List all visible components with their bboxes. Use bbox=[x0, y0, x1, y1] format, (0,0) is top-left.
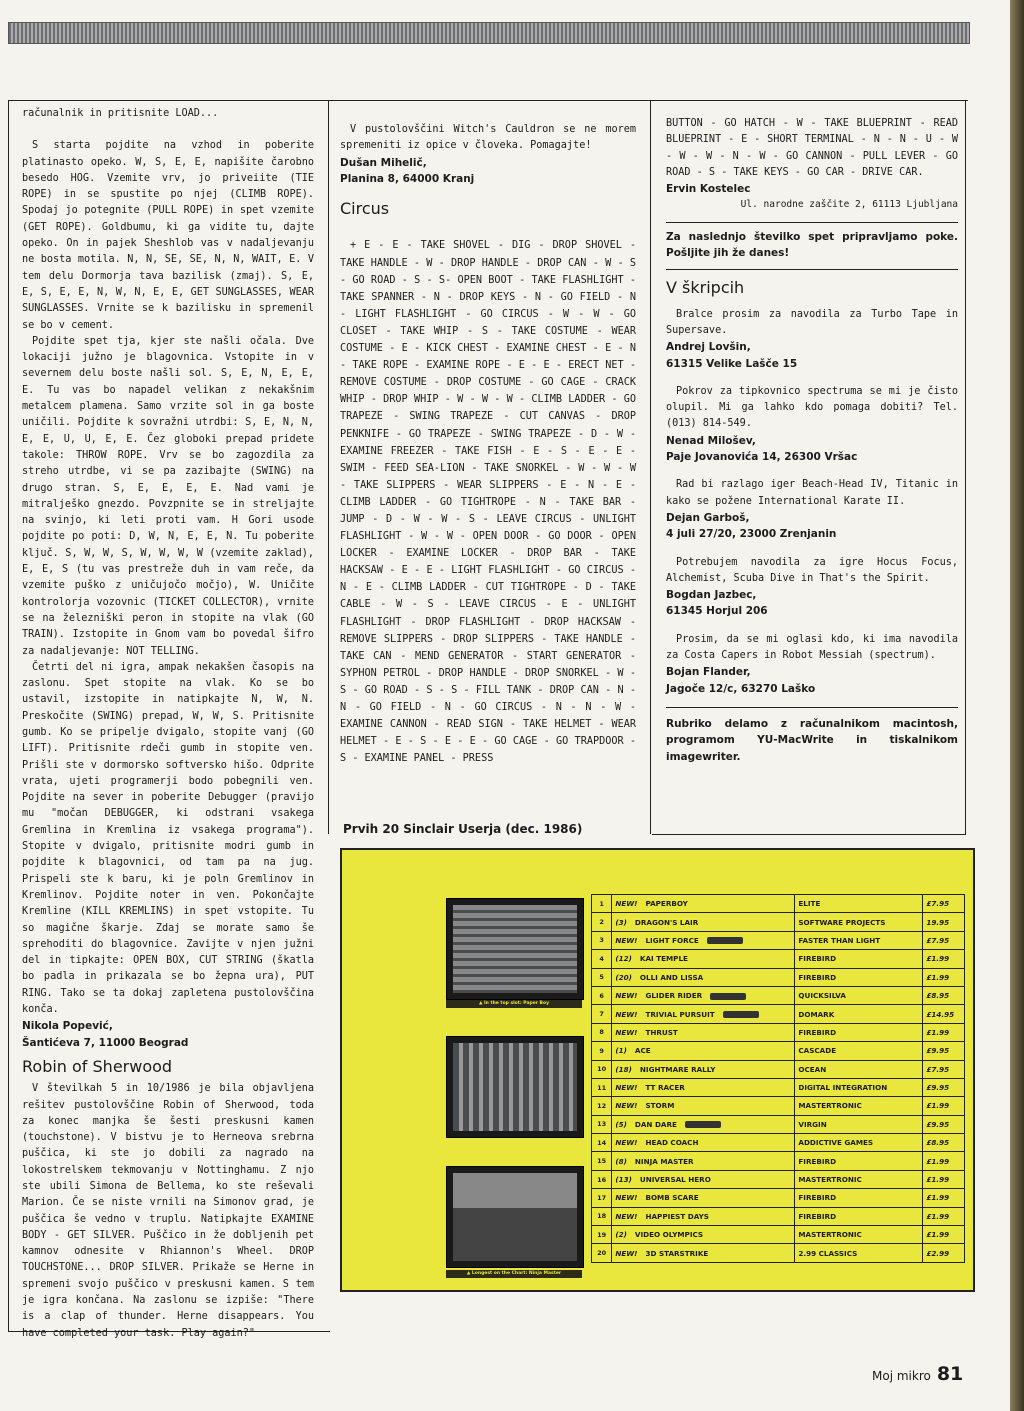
chart-publisher-text: FASTER THAN LIGHT bbox=[798, 935, 881, 945]
chart-publisher-text: FIREBIRD bbox=[798, 1211, 837, 1221]
signature-name: Bojan Flander, bbox=[666, 666, 751, 679]
chart-publisher bbox=[795, 1189, 923, 1207]
chart-price bbox=[923, 913, 965, 931]
col1-paragraph: V številkah 5 in 10/1986 je bila objavljena rešitev pustolovščine Robin of Sherwood, toda za konec manjka še šesti preskusni kamen (touchstone). V bistvu je to Herneova srebrna puščica, ki ste jo dobili za nagrado na lokostrelskem tekmovanju v Nottinghamu. Z njo ste ubili Simona de Bellema, ko ste reševali Marion. Če se niste vrnili na Simonov grad, je puščica še vedno v truplu. Natipkajte EXAMINE BODY - GET SILVER. Puščico in že dobljenih pet kamnov odnesite v Rhiannon's Wheel. DROP TOUCHSTONE... DROP SILVER. Prikaže se Herne in spremeni svojo puščico v preskusni kamen. S tem je igra končana. Na zaslonu se izpiše: "There is a clap of thunder. Herne disappears. You have completed your task. Play again?" bbox=[22, 1083, 314, 1339]
chart-publisher bbox=[795, 1207, 923, 1225]
chart-rank bbox=[592, 986, 612, 1004]
sinclair-classic-badge-icon bbox=[685, 1121, 721, 1128]
chart-rank bbox=[592, 1226, 612, 1244]
chart-publisher-text: DIGITAL INTEGRATION bbox=[798, 1083, 888, 1093]
screenshot-game bbox=[446, 1036, 584, 1138]
chart-row bbox=[592, 913, 965, 931]
chart-title-text: STORM bbox=[645, 1101, 675, 1111]
signature-name: Ervin Kostelec bbox=[666, 183, 751, 196]
page-footer bbox=[872, 1363, 963, 1385]
chart-price bbox=[923, 1207, 965, 1225]
chart-rank-text: 18 bbox=[597, 1212, 607, 1221]
chart-title-text: VIDEO OLYMPICS bbox=[634, 1230, 704, 1240]
chart-row bbox=[592, 1170, 965, 1188]
chart-price bbox=[923, 968, 965, 986]
chart-prev-position: NEW! bbox=[615, 899, 638, 909]
chart-title-text: OLLI AND LISSA bbox=[639, 972, 704, 982]
notice-pokes: Za naslednjo številko spet pripravljamo poke. Pošljite jih že danes! bbox=[666, 230, 958, 260]
sinclair-classic-badge-icon bbox=[723, 1011, 759, 1018]
signature-name: Dušan Mihelič, bbox=[340, 156, 427, 169]
chart-publisher-text: MASTERTRONIC bbox=[798, 1101, 862, 1111]
col1-paragraph: S starta pojdite na vzhod in poberite platinasto opeko. W, S, E, E, napišite čarobno besedo HOG. Vzemite vrv, jo priveiite (TIE ROPE) in se spustite po njej (CLIMB ROPE). Spodaj jo potegnite (PULL ROPE) in spet vzemite (GET ROPE). Goldbumu, ki ga vidite tu, dajte opeko. On in pajek Sheshlob vas v nadaljevanju ne bosta motila. N, N, SE, SE, N, N, WAIT, E. V tem delu Dormorja tava bazilisk (zmaj). S, E, E, S, E, E, N, W, N, E, E, GET SUNGLASSES, WEAR SUNGLASSES. Vrnite se k bazilisku in spremenil se bo v cement. bbox=[22, 140, 314, 331]
chart-price bbox=[923, 931, 965, 949]
divider bbox=[666, 269, 958, 270]
chart-title bbox=[612, 1207, 795, 1225]
question: Potrebujem navodila za igre Hocus Focus, Alchemist, Scuba Dive in That's the Spirit. bbox=[666, 556, 958, 584]
col1-paragraph: Četrti del ni igra, ampak nekakšen časopis na zaslonu. Spet stopite na vlak. Ko se bo ustavil, izstopite in natipkajte N, W, N. Preskočite (SWING) prepad, W, W, S. Pritisnite gumb. Ko se pripelje dvigalo, stopite vanj (GO LIFT). Pritisnite rdeči gumb in stopite ven. Prišli ste v dormorsko softversko hišo. Odprite vrata, ujeti programerji bodo pobegnili ven. Pojdite na sever in poberite Debugger (pravijo mu "močan DEBUGGER, ki odstrani vsakega Gremlina in Kremlina iz vsakega programa"). Stopite v dvigalo, pritisnite modri gumb in pojdite k blagovnici, od tam pa na jug. Prispeli ste k baru, ki je poln Gremlinov in Kremlinov. Pojdite noter in ven. Pokončajte Kremline (KILL KREMLINS) in spet vstopite. Tu so magične škarje. Zdaj se morate samo še sprehoditi do blagovnice. Zavijte v njen južni del in tipkajte: OPEN BOX, CUT STRING (škatla bo padla in prikazala se bo žepna ura), PUT RING. Tako se ta dokaj zapletena pustolovščina konča. bbox=[22, 661, 314, 1016]
chart-price bbox=[923, 950, 965, 968]
chart-rank bbox=[592, 1189, 612, 1207]
chart-title-text: TT RACER bbox=[645, 1083, 685, 1093]
chart-rank bbox=[592, 1097, 612, 1115]
chart-title-text: THRUST bbox=[645, 1027, 678, 1037]
signature-name: Andrej Lovšin, bbox=[666, 341, 751, 354]
chart-publisher-text: CASCADE bbox=[798, 1046, 837, 1056]
chart-price-text: £1.99 bbox=[926, 1027, 950, 1037]
chart-publisher-text: ELITE bbox=[798, 899, 821, 909]
chart-rank bbox=[592, 1152, 612, 1170]
chart-publisher-text: 2.99 CLASSICS bbox=[798, 1248, 858, 1258]
chart-prev-position: NEW! bbox=[615, 1248, 638, 1258]
header-stripe bbox=[8, 22, 970, 44]
chart-price bbox=[923, 1226, 965, 1244]
chart-price bbox=[923, 1189, 965, 1207]
chart-publisher bbox=[795, 1042, 923, 1060]
chart-title-text: DRAGON'S LAIR bbox=[634, 917, 699, 927]
divider bbox=[666, 707, 958, 708]
chart-publisher-text: FIREBIRD bbox=[798, 1193, 837, 1203]
chart-rank-text: 6 bbox=[599, 991, 604, 1000]
chart-title-text: NIGHTMARE RALLY bbox=[639, 1064, 716, 1074]
chart-row bbox=[592, 1005, 965, 1023]
sinclair-classic-badge-icon bbox=[707, 937, 743, 944]
chart-price bbox=[923, 1005, 965, 1023]
chart-publisher bbox=[795, 1152, 923, 1170]
screenshot-caption: ▲ Longest on the Chart: Ninja Master bbox=[446, 1270, 582, 1278]
col2-paragraph: V pustolovščini Witch's Cauldron se ne morem spremeniti iz opice v človeka. Pomagajte! bbox=[340, 124, 636, 152]
col3-paragraph: BUTTON - GO HATCH - W - TAKE BLUEPRINT - READ BLUEPRINT - E - SHORT TERMINAL - N - N - U - W - W - W - N - W - GO CANNON - PULL LEVER - GO ROAD - S - TAKE KEYS - GO CAR - DRIVE CAR. bbox=[666, 118, 958, 178]
chart-title bbox=[612, 1170, 795, 1188]
chart-rank bbox=[592, 950, 612, 968]
page-number: 81 bbox=[936, 1363, 964, 1385]
chart-publisher bbox=[795, 1078, 923, 1096]
chart-row bbox=[592, 950, 965, 968]
chart-price bbox=[923, 1244, 965, 1262]
chart-title-text: PAPERBOY bbox=[645, 899, 688, 909]
chart-rank bbox=[592, 931, 612, 949]
chart-price-text: 19.95 bbox=[926, 917, 950, 927]
chart-price-text: £1.99 bbox=[926, 1101, 950, 1111]
screenshot-ninja-master bbox=[446, 1166, 584, 1268]
chart-publisher bbox=[795, 968, 923, 986]
chart-title-text: ACE bbox=[634, 1046, 651, 1056]
notice-credits: Rubriko delamo z računalnikom macintosh, programom YU-MacWrite in tiskalnikom imagewriter. bbox=[666, 717, 958, 763]
chart-prev-position: NEW! bbox=[615, 935, 638, 945]
chart-title bbox=[612, 931, 795, 949]
chart-publisher bbox=[795, 1244, 923, 1262]
circus-solution: + E - E - TAKE SHOVEL - DIG - DROP SHOVEL - TAKE HANDLE - W - DROP HANDLE - DROP CAN - W - S - GO ROAD - S - S- OPEN BOOT - TAKE FLASHLIGHT - TAKE SPANNER - N - DROP KEYS - N - GO FIELD - N - LIGHT FLASHLIGHT - GO CIRCUS - W - W - GO CLOSET - TAKE WHIP - S - TAKE COSTUME - WEAR COSTUME - E - KICK CHEST - EXAMINE CHEST - E - N - TAKE ROPE - EXAMINE ROPE - E - E - ERECT NET - REMOVE COSTUME - DROP COSTUME - GO CAGE - CRACK WHIP - DROP WHIP - W - W - W - CLIMB LADDER - GO TRAPEZE - SWING TRAPEZE - CUT CANVAS - DROP PENKNIFE - GO TRAPEZE - SWING TRAPEZE - D - W - EXAMINE FREEZER - TAKE FISH - E - S - E - E - SWIM - FEED SEA-LION - TAKE SNORKEL - W - W - W - TAKE SLIPPERS - WEAR SLIPPERS - E - N - E - CLIMB LADDER - GO TIGHTROPE - N - TAKE BAR - JUMP - D - W - W - S - LEAVE CIRCUS - UNLIGHT FLASHLIGHT - W - W - OPEN DOOR - GO DOOR - OPEN LOCKER - EXAMINE LOCKER - DROP BAR - TAKE HACKSAW - E - E - LIGHT FLASHLIGHT - GO CIRCUS - N - E - CLIMB LADDER - CUT TIGHTROPE - D - TAKE CABLE - W - S - LEAVE CIRCUS - E - UNLIGHT FLASHLIGHT - DROP FLASHLIGHT - DROP HACKSAW - REMOVE SLIPPERS - DROP SLIPPERS - TAKE HANDLE - TAKE CAN - MEND GENERATOR - START GENERATOR - SYPHON PETROL - DROP HANDLE - DROP SNORKEL - W - S - GO ROAD - S - S - FILL TANK - DROP CAN - N - N - GO FIELD - N - GO CIRCUS - N - N - W - EXAMINE CANNON - READ SIGN - TAKE HELMET - WEAR HELMET - E - S - E - E - GO CAGE - GO TRAPDOOR - S - EXAMINE PANEL - PRESS bbox=[340, 240, 636, 765]
signature-name: Nenad Milošev, bbox=[666, 434, 756, 447]
column-1 bbox=[22, 106, 314, 1342]
chart-price-text: £9.95 bbox=[926, 1119, 950, 1129]
chart-rank bbox=[592, 895, 612, 913]
signature-address: Paje Jovanovića 14, 26300 Vršac bbox=[666, 451, 858, 464]
chart-rank-text: 15 bbox=[597, 1157, 607, 1166]
chart-publisher bbox=[795, 1005, 923, 1023]
chart-rank-text: 4 bbox=[599, 954, 604, 963]
chart-row bbox=[592, 1060, 965, 1078]
chart-table bbox=[591, 894, 965, 1263]
chart-rank bbox=[592, 1042, 612, 1060]
screenshot-paperboy bbox=[446, 898, 584, 1000]
chart-publisher bbox=[795, 950, 923, 968]
chart-prev-position: NEW! bbox=[615, 991, 638, 1001]
chart-rank-text: 17 bbox=[597, 1193, 607, 1202]
chart-rank-text: 1 bbox=[599, 899, 604, 908]
chart-price-text: £1.99 bbox=[926, 954, 950, 964]
chart-prev-position: (18) bbox=[615, 1064, 632, 1074]
chart-rank-text: 13 bbox=[597, 1120, 607, 1129]
chart-title bbox=[612, 1189, 795, 1207]
chart-price bbox=[923, 1097, 965, 1115]
chart-row bbox=[592, 1042, 965, 1060]
chart-prev-position: NEW! bbox=[615, 1138, 638, 1148]
chart-publisher-text: FIREBIRD bbox=[798, 1027, 837, 1037]
chart-price-text: £9.95 bbox=[926, 1083, 950, 1093]
chart-price-text: £1.99 bbox=[926, 1175, 950, 1185]
chart-publisher bbox=[795, 913, 923, 931]
chart-prev-position: (2) bbox=[615, 1230, 627, 1240]
col1-paragraph: računalnik in pritisnite LOAD... bbox=[22, 108, 219, 119]
signature-address: 4 juli 27/20, 23000 Zrenjanin bbox=[666, 528, 837, 541]
chart-row bbox=[592, 1023, 965, 1041]
chart-price bbox=[923, 1023, 965, 1041]
question: Pokrov za tipkovnico spectruma se mi je čisto olupil. Mi ga lahko kdo pomaga dobiti? Tel. (013) 814-549. bbox=[666, 385, 958, 430]
chart-rank bbox=[592, 1005, 612, 1023]
chart-row bbox=[592, 1134, 965, 1152]
signature-address: Ul. narodne zaščite 2, 61113 Ljubljana bbox=[740, 199, 958, 211]
chart-row bbox=[592, 1078, 965, 1096]
chart-title-text: HEAD COACH bbox=[645, 1138, 699, 1148]
chart-publisher bbox=[795, 1170, 923, 1188]
top-rule bbox=[8, 100, 968, 101]
chart-title bbox=[612, 950, 795, 968]
chart-publisher bbox=[795, 1134, 923, 1152]
chart-title-text: BOMB SCARE bbox=[645, 1193, 699, 1203]
chart-title bbox=[612, 1134, 795, 1152]
chart-prev-position: NEW! bbox=[615, 1083, 638, 1093]
signature-address: Planina 8, 64000 Kranj bbox=[340, 172, 475, 185]
column-2 bbox=[340, 122, 636, 767]
question: Rad bi razlago iger Beach-Head IV, Titanic in kako se požene International Karate II. bbox=[666, 479, 958, 507]
chart-publisher-text: QUICKSILVA bbox=[798, 991, 846, 1001]
chart-title bbox=[612, 1060, 795, 1078]
chart-price bbox=[923, 1134, 965, 1152]
chart-prev-position: (1) bbox=[615, 1046, 627, 1056]
chart-rank-text: 3 bbox=[599, 936, 604, 945]
column-rule-1 bbox=[328, 100, 329, 834]
chart-publisher bbox=[795, 931, 923, 949]
magazine-name: Moj mikro bbox=[872, 1369, 931, 1383]
chart-title-text: UNIVERSAL HERO bbox=[639, 1175, 711, 1185]
chart-publisher bbox=[795, 1115, 923, 1133]
chart-price-text: £7.95 bbox=[926, 935, 950, 945]
chart-publisher-text: FIREBIRD bbox=[798, 972, 837, 982]
chart-publisher-text: FIREBIRD bbox=[798, 1156, 837, 1166]
chart-row bbox=[592, 1244, 965, 1262]
chart-rank-text: 16 bbox=[597, 1175, 607, 1184]
sinclair-classic-badge-icon bbox=[710, 993, 746, 1000]
chart-price-text: £1.99 bbox=[926, 1230, 950, 1240]
chart-rank bbox=[592, 913, 612, 931]
chart-price-text: £7.95 bbox=[926, 1064, 950, 1074]
chart-rank-text: 7 bbox=[599, 1010, 604, 1019]
chart-price-text: £8.95 bbox=[926, 991, 950, 1001]
chart-publisher-text: DOMARK bbox=[798, 1009, 835, 1019]
chart-prev-position: NEW! bbox=[615, 1211, 638, 1221]
chart-title bbox=[612, 1097, 795, 1115]
page-spine bbox=[1010, 0, 1024, 1411]
chart-title-text: DAN DARE bbox=[634, 1119, 677, 1129]
chart-price-text: £7.95 bbox=[926, 899, 950, 909]
screenshot-caption: ▲ In the top slot: Paper Boy bbox=[446, 1000, 582, 1008]
chart-title bbox=[612, 1226, 795, 1244]
section-heading-robin: Robin of Sherwood bbox=[22, 1056, 173, 1076]
chart-rank bbox=[592, 1060, 612, 1078]
chart-prev-position: (12) bbox=[615, 954, 632, 964]
chart-rank-text: 2 bbox=[599, 918, 604, 927]
chart-title bbox=[612, 1042, 795, 1060]
chart-rank-text: 14 bbox=[597, 1138, 607, 1147]
chart-title bbox=[612, 913, 795, 931]
chart-price bbox=[923, 1170, 965, 1188]
chart-row bbox=[592, 1207, 965, 1225]
chart-title-text: NINJA MASTER bbox=[634, 1156, 694, 1166]
chart-title-text: HAPPIEST DAYS bbox=[645, 1211, 709, 1221]
signature-address: 61345 Horjul 206 bbox=[666, 605, 768, 618]
chart-title-text: 3D STARSTRIKE bbox=[645, 1248, 709, 1258]
signature-name: Nikola Popević, bbox=[22, 1020, 113, 1033]
question: Bralce prosim za navodila za Turbo Tape in Supersave. bbox=[666, 308, 958, 336]
chart-publisher-text: MASTERTRONIC bbox=[798, 1230, 862, 1240]
chart-publisher-text: SOFTWARE PROJECTS bbox=[798, 917, 886, 927]
chart-rank-text: 9 bbox=[599, 1046, 604, 1055]
chart-price-text: £9.95 bbox=[926, 1046, 950, 1056]
chart-price bbox=[923, 986, 965, 1004]
chart-prev-position: NEW! bbox=[615, 1027, 638, 1037]
column-3 bbox=[666, 116, 958, 765]
chart-title-text: TRIVIAL PURSUIT bbox=[645, 1009, 715, 1019]
chart-prev-position: NEW! bbox=[615, 1101, 638, 1111]
chart-row bbox=[592, 1152, 965, 1170]
chart-price bbox=[923, 1115, 965, 1133]
chart-prev-position: (20) bbox=[615, 972, 632, 982]
chart-row bbox=[592, 1115, 965, 1133]
chart-title-text: LIGHT FORCE bbox=[645, 935, 699, 945]
chart-rank bbox=[592, 1244, 612, 1262]
chart-prev-position: (8) bbox=[615, 1156, 627, 1166]
chart-price bbox=[923, 1078, 965, 1096]
chart-title bbox=[612, 1152, 795, 1170]
chart-rank bbox=[592, 1023, 612, 1041]
signature-address: Šantićeva 7, 11000 Beograd bbox=[22, 1036, 189, 1049]
chart-price-text: £1.99 bbox=[926, 972, 950, 982]
chart-prev-position: (13) bbox=[615, 1175, 632, 1185]
chart-rank bbox=[592, 1134, 612, 1152]
col3-bottom-rule bbox=[652, 834, 966, 835]
chart-rank-text: 12 bbox=[597, 1101, 607, 1110]
chart-row bbox=[592, 986, 965, 1004]
chart-row bbox=[592, 968, 965, 986]
chart-title bbox=[612, 1005, 795, 1023]
chart-price-text: £1.99 bbox=[926, 1156, 950, 1166]
chart-title bbox=[612, 1023, 795, 1041]
chart-title bbox=[612, 1244, 795, 1262]
section-heading-circus: Circus bbox=[340, 199, 390, 219]
top20-chart-box bbox=[340, 848, 975, 1292]
chart-row bbox=[592, 1226, 965, 1244]
chart-rank bbox=[592, 1170, 612, 1188]
chart-publisher-text: VIRGIN bbox=[798, 1119, 827, 1129]
right-rule bbox=[965, 100, 966, 834]
chart-rank-text: 11 bbox=[597, 1083, 607, 1092]
chart-price-text: £14.95 bbox=[926, 1009, 955, 1019]
signature-name: Dejan Garboš, bbox=[666, 511, 750, 524]
chart-price bbox=[923, 1152, 965, 1170]
section-heading-skripcih: V škripcih bbox=[666, 278, 745, 298]
chart-row bbox=[592, 1097, 965, 1115]
chart-price-text: £2.99 bbox=[926, 1248, 950, 1258]
chart-prev-position: NEW! bbox=[615, 1193, 638, 1203]
chart-prev-position: (3) bbox=[615, 917, 627, 927]
chart-rank bbox=[592, 968, 612, 986]
signature-address: Jagoče 12/c, 63270 Laško bbox=[666, 682, 816, 695]
chart-title bbox=[612, 895, 795, 913]
chart-publisher bbox=[795, 1226, 923, 1244]
chart-publisher bbox=[795, 1060, 923, 1078]
signature-address: 61315 Velike Lašče 15 bbox=[666, 357, 798, 370]
chart-price bbox=[923, 1060, 965, 1078]
chart-price-text: £1.99 bbox=[926, 1193, 950, 1203]
chart-rank bbox=[592, 1115, 612, 1133]
chart-title bbox=[612, 1115, 795, 1133]
chart-price-text: £8.95 bbox=[926, 1138, 950, 1148]
chart-prev-position: (5) bbox=[615, 1119, 627, 1129]
chart-title bbox=[612, 986, 795, 1004]
chart-rank-text: 19 bbox=[597, 1230, 607, 1239]
col1-paragraph: Pojdite spet tja, kjer ste našli očala. Dve lokaciji južno je blagovnica. Vstopite in v severnem delu boste našli sol. S, E, N, E, E, E. Tu vas bo napadel velikan z nekakšnim metalcem plamena. Samo vrzite sol in ga boste uničili. Pojdite k sovražni utrdbi: S, E, N, N, E, E, U, U, E, E. Čez globoki prepad pridete takole: THROW ROPE. Vrv se bo zagozdila za streho utrdbe, vi se pa zazibajte (SWING) na drugo stran. S, E, E, E, E. Nad vami je mitralješko gnezdo. Povzpnite se in streljajte na svinjo, ki leti proti vam. H Gori usode pojdite po poti: D, W, N, E, E, N. Tu poberite ključ. S, W, W, S, W, W, W, W (vzemite zaklad), E, E, S (tu vas prestreže duh in vam reče, da vzemite puško z uničujočo močjo), W. Uničite kontrolorja vozovnic (TICKET COLLECTOR), vrnite se na železniški peron in stopite na vlak (GO TRAIN). Izstopite in Gnom vam bo povedal šifro za nadaljevanje: NOT TELLING. bbox=[22, 335, 314, 657]
divider bbox=[666, 222, 958, 223]
chart-rank-text: 10 bbox=[597, 1065, 607, 1074]
chart-rank-text: 8 bbox=[599, 1028, 604, 1037]
chart-publisher-text: MASTERTRONIC bbox=[798, 1175, 862, 1185]
chart-title-text: KAI TEMPLE bbox=[639, 954, 688, 964]
chart-publisher-text: FIREBIRD bbox=[798, 954, 837, 964]
chart-title bbox=[612, 968, 795, 986]
chart-title bbox=[612, 1078, 795, 1096]
chart-rank bbox=[592, 1078, 612, 1096]
chart-publisher bbox=[795, 895, 923, 913]
signature-name: Bogdan Jazbec, bbox=[666, 589, 757, 602]
chart-row bbox=[592, 1189, 965, 1207]
chart-publisher-text: OCEAN bbox=[798, 1064, 827, 1074]
chart-publisher-text: ADDICTIVE GAMES bbox=[798, 1138, 874, 1148]
column-rule-2 bbox=[650, 100, 651, 834]
chart-publisher bbox=[795, 986, 923, 1004]
chart-publisher bbox=[795, 1097, 923, 1115]
question: Prosim, da se mi oglasi kdo, ki ima navodila za Costa Capers in Robot Messiah (spectrum). bbox=[666, 633, 958, 662]
chart-rank-text: 20 bbox=[597, 1249, 607, 1258]
chart-title-text: GLIDER RIDER bbox=[645, 991, 703, 1001]
chart-row bbox=[592, 931, 965, 949]
chart-price-text: £1.99 bbox=[926, 1211, 950, 1221]
chart-publisher bbox=[795, 1023, 923, 1041]
left-rule bbox=[8, 100, 9, 1332]
chart-heading: Prvih 20 Sinclair Userja (dec. 1986) bbox=[343, 822, 583, 836]
chart-price bbox=[923, 895, 965, 913]
chart-row bbox=[592, 895, 965, 913]
chart-rank bbox=[592, 1207, 612, 1225]
chart-rank-text: 5 bbox=[599, 973, 604, 982]
chart-price bbox=[923, 1042, 965, 1060]
chart-prev-position: NEW! bbox=[615, 1009, 638, 1019]
